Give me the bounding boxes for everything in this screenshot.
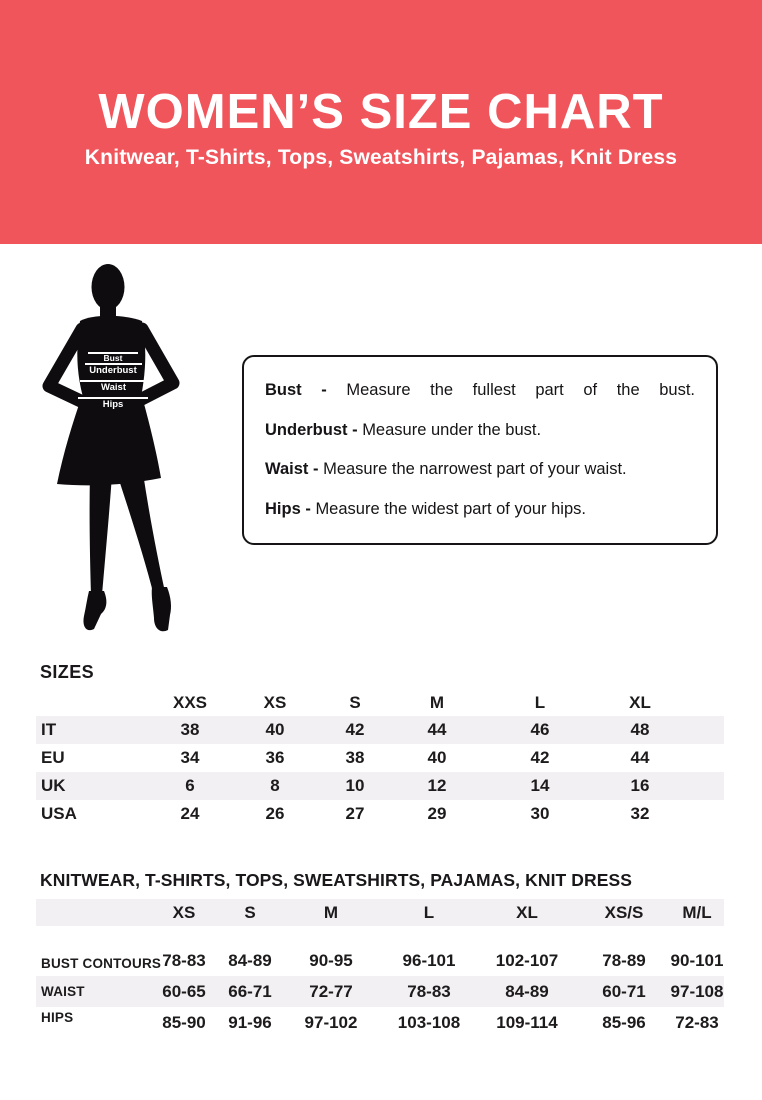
table-cell: 16 <box>630 776 650 795</box>
table-cell: 38 <box>180 720 200 739</box>
hero-banner <box>0 0 762 244</box>
table-cell: 91-96 <box>228 1012 272 1032</box>
measurement-guide-box <box>242 355 718 545</box>
table-column-header: XS <box>172 902 196 922</box>
table-cell: 103-108 <box>397 1012 461 1032</box>
table-row-waist <box>36 976 724 1007</box>
table-cell: 96-101 <box>402 950 456 970</box>
table-row-label: UK <box>41 776 66 795</box>
table-cell: 102-107 <box>495 950 559 970</box>
measure-term: Underbust - <box>265 420 358 439</box>
table-row-label: IT <box>41 720 57 739</box>
table-cell: 97-108 <box>670 981 724 1001</box>
table-row-it <box>36 716 724 744</box>
table-row-label: WAIST <box>41 984 85 999</box>
table-row-hips <box>36 1007 724 1038</box>
measure-item-bust <box>265 381 695 400</box>
measure-desc: Measure under the bust. <box>362 420 542 439</box>
table-cell: 29 <box>427 804 447 823</box>
table-row-uk <box>36 772 724 800</box>
table-row-bust-contours <box>36 945 724 976</box>
table-cell: 40 <box>265 720 285 739</box>
table-cell: 78-89 <box>602 950 646 970</box>
table-cell: 85-90 <box>162 1012 206 1032</box>
table-column-header: XXS <box>172 692 208 712</box>
table-cell: 90-95 <box>309 950 353 970</box>
table-column-header: S <box>244 902 256 922</box>
table-cell: 42 <box>530 748 550 767</box>
table-cell: 44 <box>427 720 447 739</box>
table-cell: 44 <box>630 748 650 767</box>
table-cell: 78-83 <box>407 981 451 1001</box>
table-cell: 14 <box>530 776 550 795</box>
table-cell: 12 <box>427 776 447 795</box>
measure-desc: Measure the fullest part of the bust. <box>346 381 695 399</box>
table-cell: 84-89 <box>505 981 549 1001</box>
measure-desc: Measure the narrowest part of your waist. <box>323 460 627 479</box>
measure-term: Waist - <box>265 460 319 479</box>
table-column-header: L <box>534 692 546 712</box>
garment-table-title: KNITWEAR, T-SHIRTS, TOPS, SWEATSHIRTS, PAJAMAS, KNIT DRESS <box>40 870 633 890</box>
table-cell: 72-77 <box>309 981 353 1001</box>
table-cell: 84-89 <box>228 950 272 970</box>
hips-measure-label: Hips <box>102 399 124 410</box>
table-spacer <box>36 926 724 945</box>
table-row-label: BUST CONTOURS <box>41 956 162 971</box>
woman-silhouette-icon <box>30 255 230 645</box>
measure-item-waist <box>265 460 695 479</box>
page-subtitle: Knitwear, T-Shirts, Tops, Sweatshirts, Pajamas, Knit Dress <box>84 146 678 169</box>
table-cell: 24 <box>180 804 200 823</box>
table-cell: 60-65 <box>162 981 206 1001</box>
sizes-table-header-row <box>36 689 724 716</box>
table-row-label: EU <box>41 748 65 767</box>
waist-measure-label: Waist <box>101 382 126 393</box>
table-cell: 36 <box>265 748 285 767</box>
table-cell: 6 <box>185 776 195 795</box>
table-cell: 60-71 <box>602 981 646 1001</box>
measure-term: Hips - <box>265 500 311 519</box>
underbust-measure-label: Underbust <box>89 364 137 376</box>
table-cell: 97-102 <box>304 1012 358 1032</box>
table-cell: 38 <box>345 748 365 767</box>
table-cell: 46 <box>530 720 550 739</box>
table-row-usa <box>36 800 724 828</box>
table-row-eu <box>36 744 724 772</box>
garment-table-header-row <box>36 899 724 926</box>
table-cell: 85-96 <box>602 1012 646 1032</box>
table-cell: 26 <box>265 804 285 823</box>
table-cell: 109-114 <box>496 1012 558 1032</box>
measurement-figure <box>30 255 230 645</box>
garment-table <box>36 899 724 1038</box>
table-cell: 66-71 <box>228 981 272 1001</box>
table-cell: 8 <box>270 776 280 795</box>
table-column-header: M <box>323 902 339 922</box>
table-cell: 48 <box>630 720 650 739</box>
table-cell: 78-83 <box>162 950 206 970</box>
table-column-header: M <box>429 692 445 712</box>
table-column-header: M/L <box>682 902 712 922</box>
table-cell: 30 <box>530 804 550 823</box>
measure-desc: Measure the widest part of your hips. <box>315 500 586 519</box>
table-column-header: XL <box>516 902 538 922</box>
table-cell: 72-83 <box>675 1012 719 1032</box>
measure-item-hips <box>265 500 695 519</box>
page-title: WOMEN’S SIZE CHART <box>98 85 664 139</box>
sizes-table-title: SIZES <box>40 662 95 682</box>
measure-term: Bust - <box>265 381 327 399</box>
table-row-label: USA <box>41 804 77 823</box>
table-cell: 32 <box>630 804 650 823</box>
measure-item-underbust <box>265 421 695 440</box>
table-row-label: HIPS <box>41 1010 74 1025</box>
table-column-header: XS/S <box>604 902 644 922</box>
bust-measure-label: Bust <box>103 353 123 363</box>
table-column-header: XS <box>263 692 287 712</box>
table-cell: 34 <box>180 748 200 767</box>
table-cell: 90-101 <box>670 950 724 970</box>
table-cell: 40 <box>427 748 447 767</box>
sizes-table <box>36 689 724 828</box>
table-cell: 42 <box>345 720 365 739</box>
table-column-header: XL <box>629 692 651 712</box>
table-column-header: L <box>423 902 435 922</box>
table-cell: 27 <box>345 804 365 823</box>
table-cell: 10 <box>345 776 365 795</box>
table-column-header: S <box>349 692 361 712</box>
